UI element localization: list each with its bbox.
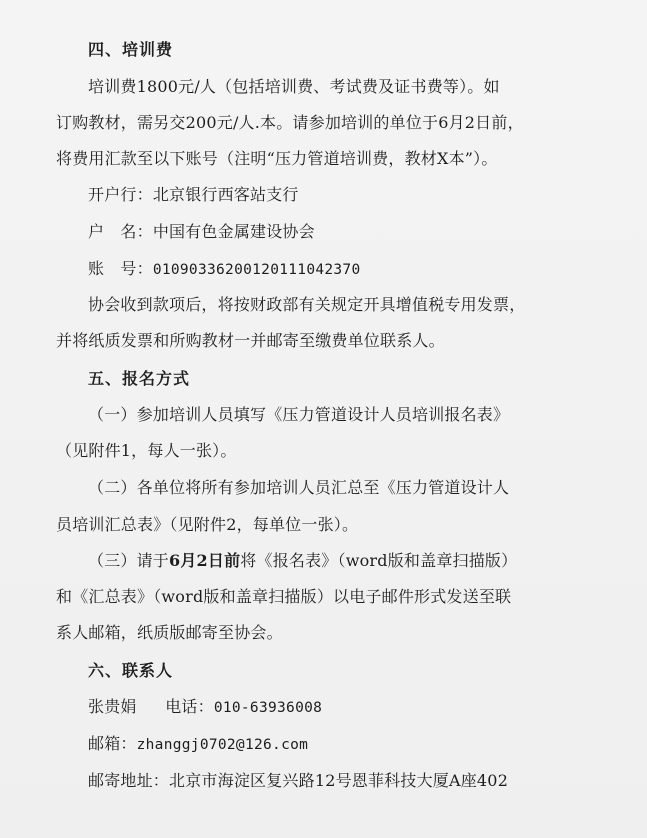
contact-address-label: 邮寄地址：	[88, 771, 170, 790]
fee-paragraph-line-3: 将费用汇款至以下账号（注明“压力管道培训费，教材X本”）。	[56, 149, 498, 168]
signup-item-2-line-1: （二）各单位将所有参加培训人员汇总至《压力管道设计人	[88, 478, 510, 497]
account-name-row	[0, 221, 647, 243]
signup-item-3-prefix: （三）请于	[88, 551, 170, 570]
contact-email-row	[0, 733, 647, 756]
account-name-value: 中国有色金属建设协会	[152, 222, 315, 241]
signup-deadline: 6月2日前	[169, 551, 241, 570]
fee-paragraph-line-2: 订购教材，需另交200元/人.本。请参加培训的单位于6月2日前，	[56, 113, 524, 132]
signup-item-3-rest: 将《报名表》（word版和盖章扫描版）	[240, 551, 518, 570]
section-heading-signup: 五、报名方式	[88, 369, 191, 388]
invoice-paragraph-line-2: 并将纸质发票和所购教材一并邮寄至缴费单位联系人。	[56, 331, 445, 350]
signup-item-1-line-2: （见附件1，每人一张）。	[56, 441, 237, 460]
signup-item-3-line-1	[0, 550, 647, 572]
account-number-row	[0, 258, 647, 281]
section-heading-contact: 六、联系人	[88, 661, 174, 680]
signup-item-3-line-2: 和《汇总表》（word版和盖章扫描版）以电子邮件形式发送至联	[56, 587, 512, 606]
fee-paragraph-line-1: 培训费1800元/人（包括培训费、考试费及证书费等）。如	[88, 77, 500, 96]
contact-email-value: zhanggj0702@126.com	[136, 737, 309, 753]
signup-item-2-line-2: 员培训汇总表》（见附件2，每单位一张）。	[56, 515, 359, 534]
signup-item-3-line-3: 系人邮箱，纸质版邮寄至协会。	[56, 623, 283, 642]
account-name-label: 户 名：	[88, 222, 153, 241]
contact-address-value: 北京市海淀区复兴路12号恩菲科技大厦A座402	[169, 771, 509, 790]
contact-email-label: 邮箱：	[88, 734, 137, 753]
contact-address-row	[0, 770, 647, 792]
bank-row	[0, 184, 647, 206]
contact-phone-label: 电话：	[165, 697, 214, 716]
contact-person-row	[0, 696, 647, 719]
signup-item-1-line-1: （一）参加培训人员填写《压力管道设计人员培训报名表》	[88, 405, 510, 424]
bank-label: 开户行：	[88, 185, 153, 204]
contact-phone-value: 010-63936008	[213, 700, 323, 716]
account-number-label: 账 号：	[88, 259, 153, 278]
contact-name: 张贵娟	[88, 697, 137, 716]
bank-value: 北京银行西客站支行	[152, 185, 299, 204]
account-number-value: 01090336200120111042370	[152, 262, 361, 278]
invoice-paragraph-line-1: 协会收到款项后，将按财政部有关规定开具增值税专用发票，	[88, 295, 526, 314]
section-heading-fee: 四、培训费	[88, 40, 174, 59]
